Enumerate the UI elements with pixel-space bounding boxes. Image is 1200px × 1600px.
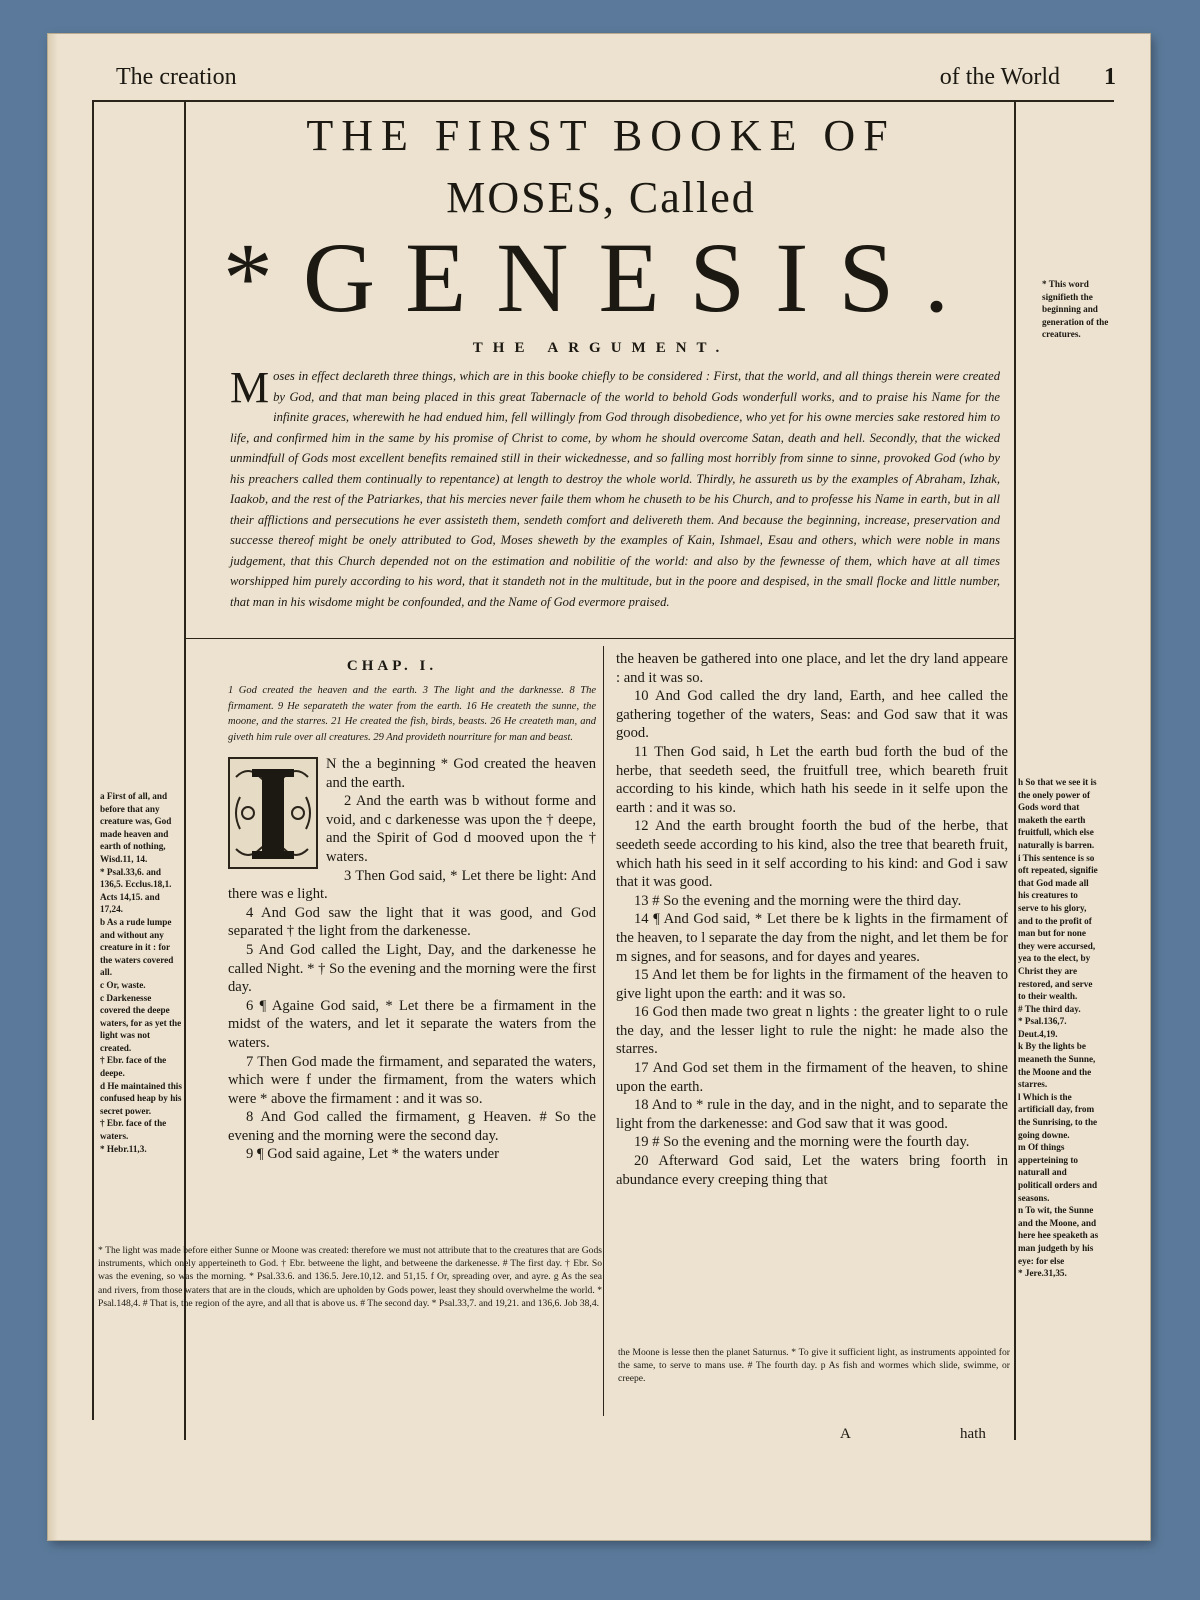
head-rule [92,100,1114,102]
verse-5: 5 And God called the Light, Day, and the darkenesse he called Night. * † So the evening and the morning were the first day. [228,941,596,996]
inner-rule-right [1014,100,1016,1440]
verse-9: 9 ¶ God said againe, Let * the waters under [246,1146,500,1163]
running-head-right: of the World [939,64,1060,90]
margin-note: * Hebr.11,3. [100,1143,147,1154]
decorated-initial-i-icon [228,757,318,869]
column-divider [603,646,604,1416]
margin-note: # The third day. [1018,1003,1081,1014]
footnotes-right: the Moone is lesse then the planet Saturnus. * To give it sufficient light, as instruments appointed for the same, to serve to mans use. # The fourth day. p As fish and wormes which slide, swimme, or creepe. [618,1347,1010,1385]
verse-13: 13 # So the evening and the morning were the third day. [634,892,962,909]
chapter-summary: 1 God created the heaven and the earth. 3 The light and the darknesse. 8 The firmament. 9 He separateth the water from the earth. 16 He createth the sunne, the moone, and the starres. 21 He created the fish, birds, beasts. 26 He createth man, and giveth him rule over all creatures. 29 And provideth nourriture for man and beast. [228,685,596,743]
margin-note: † Ebr. face of the deepe. [100,1055,167,1079]
verse-3: 3 Then God said, * Let there be light: And there was e light. [228,867,596,903]
verse-8: 8 And God called the firmament, g Heaven. # So the evening and the morning were the second day. [228,1109,596,1144]
margin-note: † Ebr. face of the waters. [100,1118,167,1142]
margin-note: m Of things apperteining to naturall and politicall orders and seasons. [1018,1142,1098,1203]
verse-7: 7 Then God made the firmament, and separated the waters, which were f under the firmament, from the waters which were * above the firmament : and it was so. [228,1053,596,1107]
margin-note: h So that we see it is the onely power of Gods word that maketh the earth fruitfull, which else naturally is barren. [1018,777,1097,850]
margin-note-genesis: * This word signifieth the beginning and generation of the creatures. [1042,279,1109,340]
running-head-left: The creation [116,64,237,90]
verse-17: 17 And God set them in the firmament of the heaven, to shine upon the earth. [616,1060,1008,1095]
argument-heading: THE ARGUMENT. [472,340,730,356]
verse-20: 20 Afterward God said, Let the waters bring foorth in abundance every creeping thing that [616,1153,1008,1188]
argument-text [230,363,1000,612]
verse-10: 10 And God called the dry land, Earth, and hee called the gathering together of the waters, Seas: and God saw that it was good. [616,688,1008,742]
outer-rule-left [92,100,94,1420]
margin-note: l Which is the artificiall day, from the Sunrising, to the going downe. [1018,1091,1098,1140]
argument-body: oses in effect declareth three things, which are in this booke chiefly to be considered : First, that the world, and all things therein were created by God, and that man being placed in this great Tabernacle of the world to behold Gods wonderfull works, and to praise his Name for the infinite graces, wherewith he had endued him, fell willingly from God through disobedience, who yet for his owne mercies sake restored him to life, and confirmed him in the same by his promise of Christ to come, by whom he should overcome Satan, death and hell. Secondly, that the wicked unmindfull of Gods most excellent benefits remained still in their wickednesse, and so falling most horribly from sinne to sinne, provoked God (who by his preachers called them continually to repentance) at length to destroy the whole world. Thirdly, he assureth us by the examples of Abraham, Izhak, Iaakob, and the rest of the Patriarkes, that his mercies never faile them whom he chuseth to be his Church, and to professe his Name in earth, but in all their afflictions and persecutions he ever assisteth them, sendeth comfort and delivereth them. And because the beginning, increase, preservation and successe thereof might be onely attributed to God, Moses sheweth by the examples of Kain, Ishmael, Esau and others, which were noble in mans judgement, that this Church depended not on the estimation and nobilitie of the world: and also by the fewnesse of them, which have at all times worshipped him purely according to his word, that it standeth not in the multitude, but in the poore and despised, in the small flocke and little number, that man in his wisdome might be confounded, and the Name of God evermore praised. [230,369,1000,609]
verse-12: 12 And the earth brought foorth the bud of the herbe, that seedeth seede according to his kind, also the tree that beareth fruit, which hath his seed in it self according to his kind: and God i saw that it was good. [616,818,1008,891]
chapter-heading: CHAP. I. [346,658,438,674]
margin-note: n To wit, the Sunne and the Moone, and here hee speaketh as man judgeth by his eye: for else [1018,1205,1099,1266]
verses-right [616,650,1008,1189]
argument-rule [184,638,1014,639]
verse-15: 15 And let them be for lights in the firmament of the heaven to give light upon the earth: and it was so. [616,967,1008,1002]
margin-note: c Darkenesse covered the deepe waters, for as yet the light was not created. [100,992,182,1053]
footnotes-left: * The light was made before either Sunne or Moone was created: therefore we must not attribute that to the creatures that are Gods instruments, which onely apperteineth to God. † Ebr. betweene the light, and betweene the darkenesse. # The first day. † Ebr. So was the evening, so was the morning. * Psal.33.6. and 136.5. Jere.10,12. and 51,15. f Or, spreading over, and ayre. g As the sea and rivers, from those waters that are in the clouds, which are upholden by Gods power, least they should overwhelme the world. * Psal.148,4. # That is, the region of the ayre, and all that is above us. # The second day. * Psal.33,7. and 19,21. and 136,6. Job 38,4. [98,1245,602,1309]
margin-notes-right [1018,776,1100,1280]
inner-rule-left [184,100,186,1440]
margin-note: d He maintained this confused heap by his secret power. [100,1080,182,1116]
running-head [88,60,1122,96]
verse-1: N the a beginning * God created the heaven and the earth. [326,756,596,791]
verse-2: 2 And the earth was b without forme and void, and c darkenesse was upon the † deepe, and the Spirit of God d mooved upon the † waters. [326,793,596,865]
margin-note: b As a rude lumpe and without any creature in it : for the waters covered all. [100,916,174,978]
verse-6: 6 ¶ Againe God said, * Let there be a firmament in the midst of the waters, and let it separate the waters from the waters. [228,997,596,1051]
signature-mark: A [840,1426,851,1442]
verse-9-cont: the heaven be gathered into one place, and let the dry land appeare : and it was so. [616,651,1008,686]
margin-note: a First of all, and before that any creature was, God made heaven and earth of nothing, Wisd.11, 14. [100,791,172,864]
verses-left [228,755,596,1164]
margin-note: c Or, waste. [100,979,146,990]
verse-18: 18 And to * rule in the day, and in the night, and to separate the light from the darkenesse: and God saw that it was good. [616,1097,1008,1132]
margin-note: * Psal.33,6. and 136,5. Ecclus.18,1. Acts 14,15. and 17,24. [100,866,172,915]
left-column [228,658,596,1164]
page-content [48,34,1150,1540]
catchword: hath [960,1426,986,1442]
page-number: 1 [1104,64,1116,90]
verse-19: 19 # So the evening and the morning were the fourth day. [634,1134,970,1151]
title-line-1: THE FIRST BOOKE OF [306,111,896,160]
margin-note: * Jere.31,35. [1018,1268,1067,1279]
title-line-2: MOSES, Called [446,173,756,222]
verse-14: 14 ¶ And God said, * Let there be k lights in the firmament of the heaven, to l separate the day from the night, and let them be for m signes, and for seasons, and for dayes and yeares. [616,911,1008,965]
margin-note: k By the lights be meaneth the Sunne, the Moone and the starres. [1018,1041,1096,1090]
right-column [616,650,1008,1189]
verse-4: 4 And God saw the light that it was good, and God separated † the light from the darkenesse. [228,904,596,940]
margin-note: i This sentence is so oft repeated, signifie that God made all his creatures to serve to his glory, and to the profit of man but for none they were accursed, yea to the elect, by Christ they are restored, and serve to their wealth. [1018,852,1098,1002]
title-genesis: *GENESIS. [222,222,980,333]
verse-16: 16 God then made two great n lights : the greater light to o rule the day, and the lesser light to rule the night: he made also the starres. [616,1004,1008,1058]
margin-notes-left [100,790,182,1155]
verse-11: 11 Then God said, h Let the earth bud forth the bud of the herbe, that seedeth seed, the fruitfull tree, which beareth fruit according to his kinde, which hath his seede in it selfe upon the earth : and it was so. [616,743,1008,816]
argument-initial: M [230,363,270,412]
margin-note: * Psal.136,7. Deut.4,19. [1018,1016,1067,1039]
